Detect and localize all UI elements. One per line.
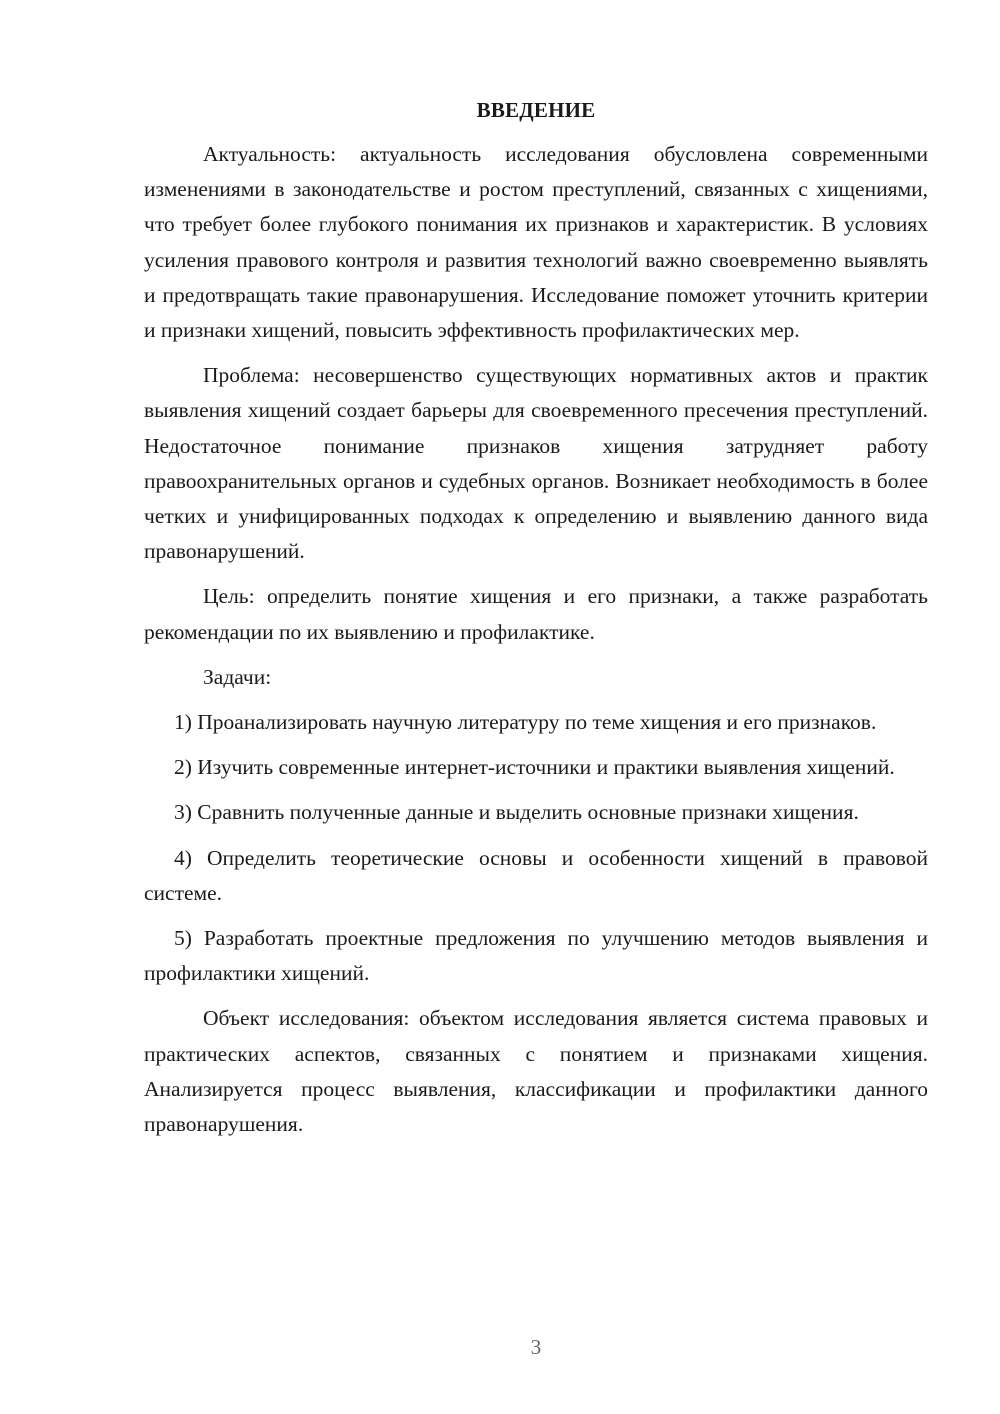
task-item-5: 5) Разработать проектные предложения по улучшению методов выявления и профилактики хищений. [144,926,928,986]
paragraph-problem: Проблема: несовершенство существующих нормативных актов и практик выявления хищений создает барьеры для своевременного пресечения преступлений. Недостаточное понимание признаков хищения затрудняет работу правоохранительных органов и судебных органов. Возникает необходимость в более четких и унифицированных подходах к определению и выявлению данного вида правонарушений. [144,363,928,564]
paragraph-goal: Цель: определить понятие хищения и его признаки, а также разработать рекомендации по их выявлению и профилактике. [144,584,928,644]
task-item-3: 3) Сравнить полученные данные и выделить основные признаки хищения. [174,800,859,825]
paragraph-relevance: Актуальность: актуальность исследования обусловлена современными изменениями в законодательстве и ростом преступлений, связанных с хищениями, что требует более глубокого понимания их признаков и характеристик. В условиях усиления правового контроля и развития технологий важно своевременно выявлять и предотвращать такие правонарушения. Исследование поможет уточнить критерии и признаки хищений, повысить эффективность профилактических мер. [144,142,928,343]
paragraph-object: Объект исследования: объектом исследования является система правовых и практических аспектов, связанных с понятием и признаками хищения. Анализируется процесс выявления, классификации и профилактики данного правонарушения. [144,1006,928,1137]
task-item-4: 4) Определить теоретические основы и особенности хищений в правовой системе. [144,845,928,905]
page-number: 3 [530,1335,542,1359]
page-title: ВВЕДЕНИЕ [476,98,596,122]
task-item-2: 2) Изучить современные интернет-источники и практики выявления хищений. [174,755,895,780]
task-item-1: 1) Проанализировать научную литературу по теме хищения и его признаков. [174,710,877,735]
tasks-list [144,705,928,991]
tasks-heading: Задачи: [203,664,272,689]
document-page [144,95,928,1142]
